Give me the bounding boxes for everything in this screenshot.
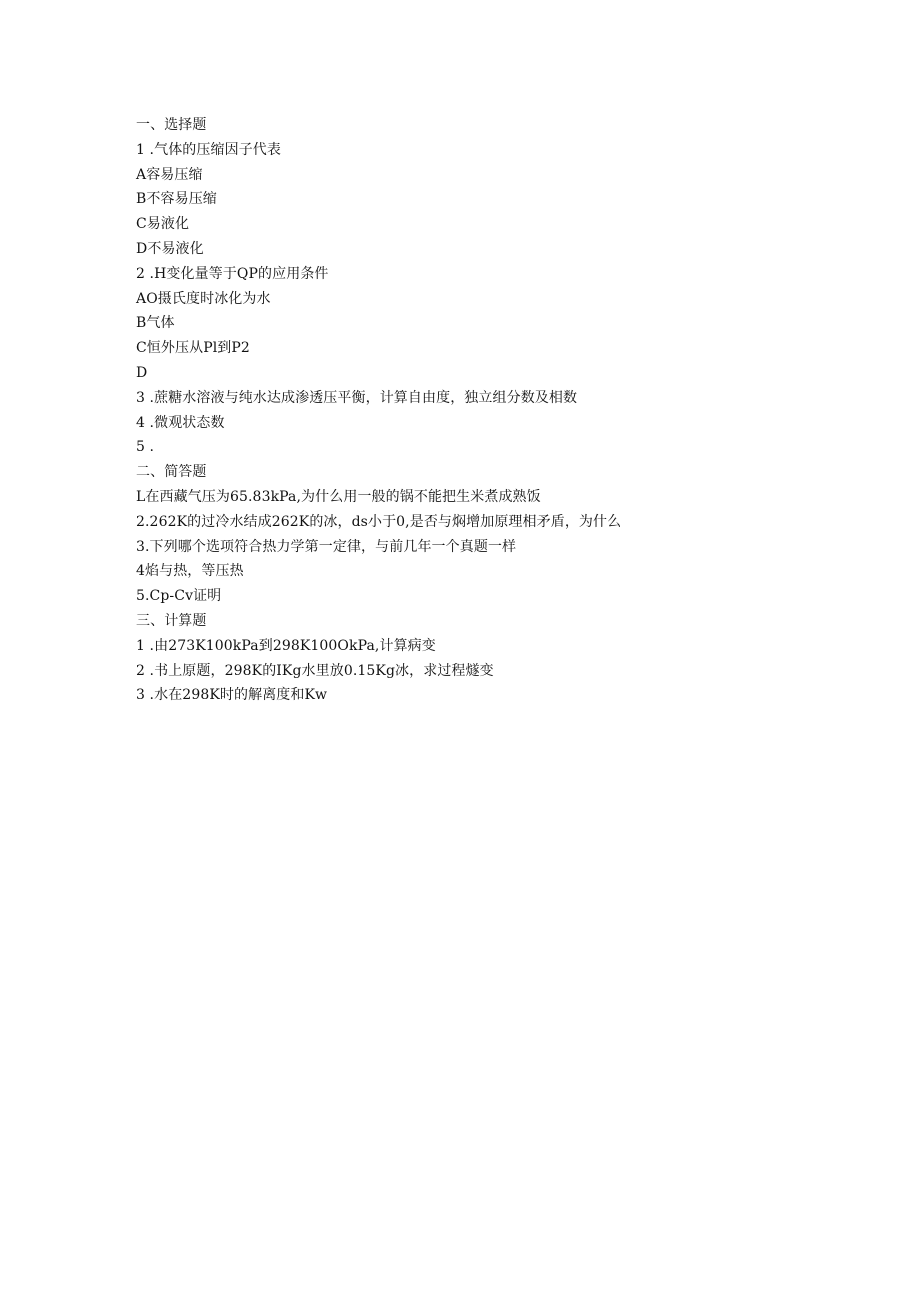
option-b: B不容易压缩 xyxy=(136,191,217,208)
option-c: C恒外压从Pl到P2 xyxy=(136,340,250,357)
document-body xyxy=(136,113,836,708)
question-1: 1 .气体的压缩因子代表 xyxy=(136,141,282,158)
section-heading-calculation: 三、计算题 xyxy=(136,612,207,629)
short-answer-3: 3.下列哪个选项符合热力学第一定律，与前几年一个真题一样 xyxy=(136,538,517,555)
question-2: 2 .H变化量等于QP的应用条件 xyxy=(136,265,329,282)
short-answer-5: 5.Cp-Cv证明 xyxy=(136,588,222,605)
question-4: 4 .微观状态数 xyxy=(136,414,225,431)
short-answer-1: L在西藏气压为65.83kPa,为什么用一般的锅不能把生米煮成熟饭 xyxy=(136,488,541,505)
option-c: C易液化 xyxy=(136,216,190,233)
option-d: D xyxy=(136,364,148,381)
option-d: D不易液化 xyxy=(136,240,204,257)
question-5: 5 . xyxy=(136,439,155,456)
option-b: B气体 xyxy=(136,315,175,332)
option-a: AO摄氏度时冰化为水 xyxy=(136,290,271,307)
section-heading-short-answer: 二、简答题 xyxy=(136,464,207,481)
short-answer-2: 2.262K的过冷水结成262K的冰，ds小于0,是否与焖增加原理相矛盾，为什么 xyxy=(136,513,622,530)
calculation-3: 3 .水在298K时的解离度和Kw xyxy=(136,687,328,704)
question-3: 3 .蔗糖水溶液与纯水达成渗透压平衡，计算自由度，独立组分数及相数 xyxy=(136,389,578,406)
section-heading-choice: 一、选择题 xyxy=(136,117,207,133)
option-a: A容易压缩 xyxy=(136,166,203,183)
calculation-2: 2 .书上原题，298K的IKg水里放0.15Kg冰，求过程燧变 xyxy=(136,662,494,679)
calculation-1: 1 .由273K100kPa到298K100OkPa,计算病变 xyxy=(136,637,436,654)
short-answer-4: 4焰与热，等压热 xyxy=(136,563,244,580)
